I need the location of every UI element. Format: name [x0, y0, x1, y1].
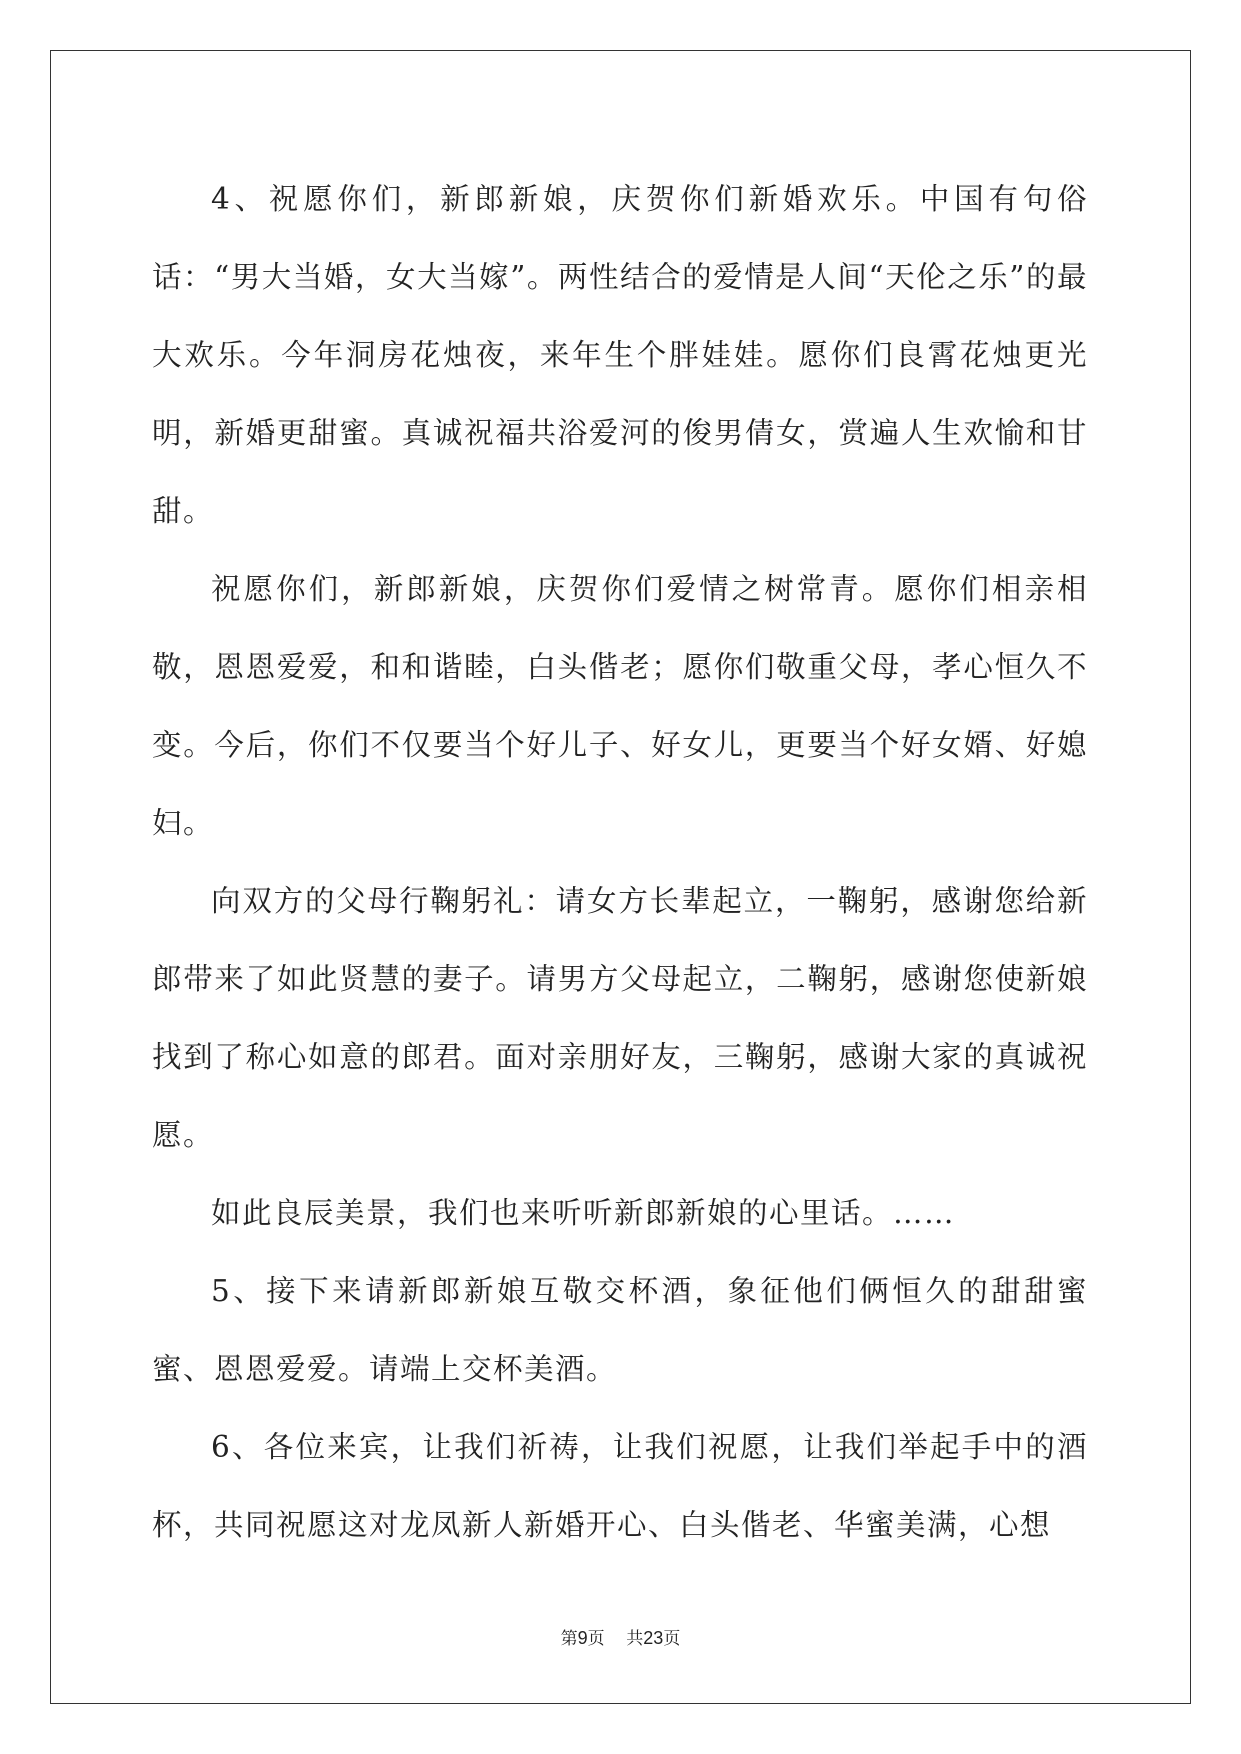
total-label-suffix: 页	[663, 1629, 681, 1649]
document-body	[152, 160, 1088, 1564]
paragraph-2: 祝愿你们，新郎新娘，庆贺你们爱情之树常青。愿你们相亲相敬，恩恩爱爱，和和谐睦，白头偕老；愿你们敬重父母，孝心恒久不变。今后，你们不仅要当个好儿子、好女儿，更要当个好女婿、好媳妇。	[152, 572, 1088, 840]
paragraph-4: 如此良辰美景，我们也来听听新郎新娘的心里话。……	[211, 1196, 956, 1230]
total-label-prefix: 共	[626, 1629, 644, 1649]
paragraph-1: 4、祝愿你们，新郎新娘，庆贺你们新婚欢乐。中国有句俗话：“男大当婚，女大当嫁”。两性结合的爱情是人间“天伦之乐”的最大欢乐。今年洞房花烛夜，来年生个胖娃娃。愿你们良霄花烛更光明，新婚更甜蜜。真诚祝福共浴爱河的俊男倩女，赏遍人生欢愉和甘甜。	[152, 182, 1088, 528]
page-number: 9	[577, 1628, 588, 1648]
paragraph-3: 向双方的父母行鞠躬礼：请女方长辈起立，一鞠躬，感谢您给新郎带来了如此贤慧的妻子。请男方父母起立，二鞠躬，感谢您使新娘找到了称心如意的郎君。面对亲朋好友，三鞠躬，感谢大家的真诚祝愿。	[152, 884, 1088, 1152]
total-pages: 23	[643, 1628, 664, 1648]
page-footer	[0, 1624, 1241, 1649]
paragraph-5: 5、接下来请新郎新娘互敬交杯酒，象征他们俩恒久的甜甜蜜蜜、恩恩爱爱。请端上交杯美酒。	[152, 1274, 1088, 1386]
page-label-suffix: 页	[587, 1629, 605, 1649]
page-label-prefix: 第	[560, 1629, 578, 1649]
paragraph-6: 6、各位来宾，让我们祈祷，让我们祝愿，让我们举起手中的酒杯，共同祝愿这对龙凤新人新婚开心、白头偕老、华蜜美满，心想	[152, 1430, 1088, 1542]
